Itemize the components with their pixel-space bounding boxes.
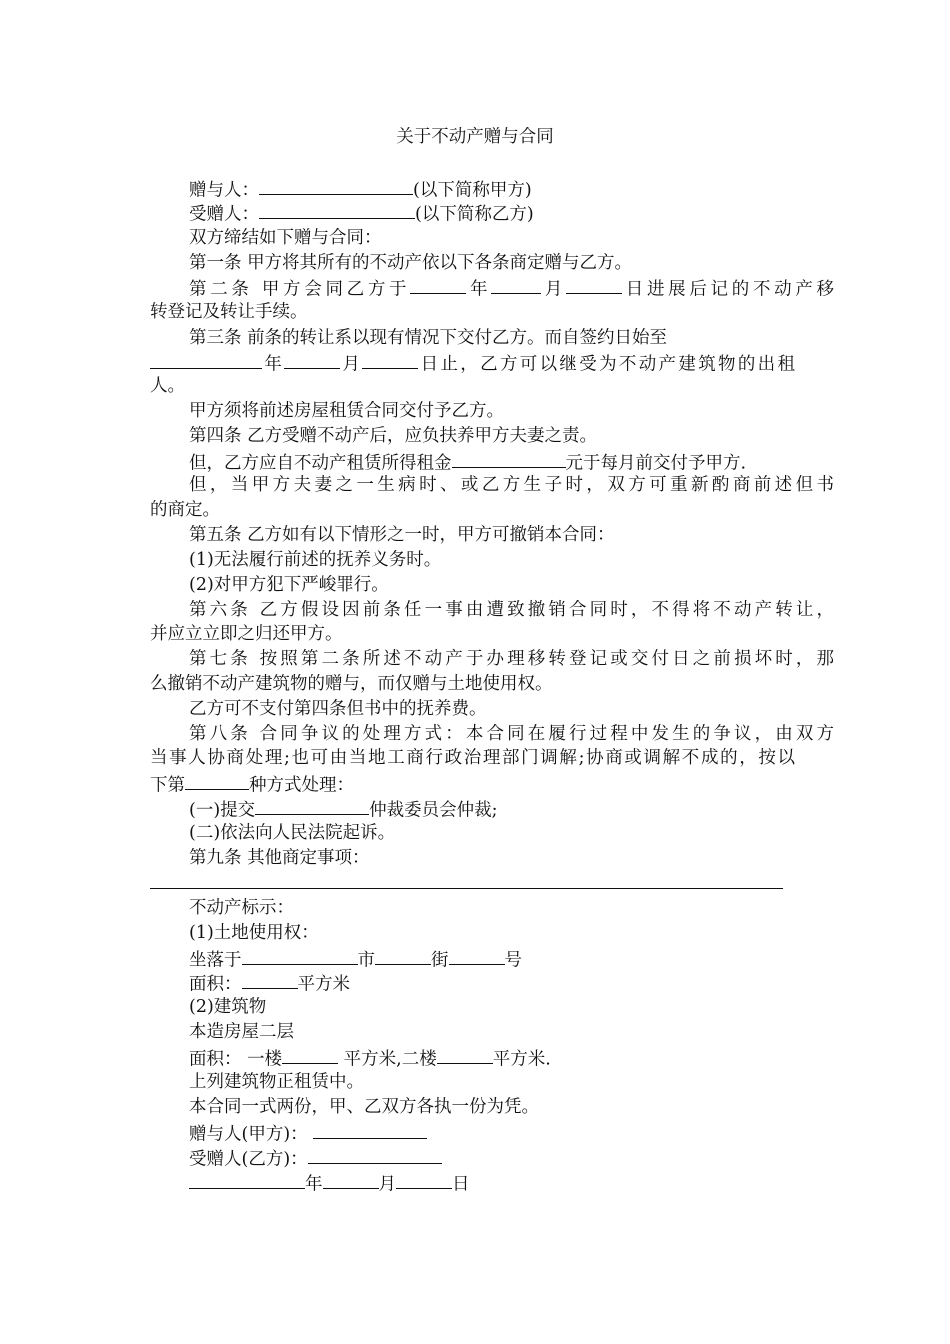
text: 元于每月前交付予甲方. xyxy=(565,453,747,474)
article-4-line-1: 第四条 乙方受赠不动产后，应负扶养甲方夫妻之责。 xyxy=(189,426,598,446)
article-9: 第九条 其他商定事项： xyxy=(189,848,370,868)
blank xyxy=(452,449,566,468)
document-title: 关于不动产赠与合同 xyxy=(396,127,554,147)
blank xyxy=(282,1045,338,1064)
property-heading: 不动产标示： xyxy=(189,898,294,918)
article-6-line-1: 第六条 乙方假设因前条任一事由遭致撤销合同时，不得将不动产转让， xyxy=(189,600,834,620)
blank xyxy=(491,275,541,294)
article-8-line-1: 第八条 合同争议的处理方式：本合同在履行过程中发生的争议，由双方 xyxy=(189,724,834,744)
article-2-line-2: 转登记及转让手续。 xyxy=(150,302,308,322)
text: 市 xyxy=(357,950,375,971)
text: 下第 xyxy=(150,775,185,796)
text: 年 xyxy=(305,1174,323,1195)
blank xyxy=(284,350,340,369)
donee-line xyxy=(150,200,834,226)
blank xyxy=(189,1170,305,1189)
blank xyxy=(308,1145,442,1164)
location-line xyxy=(150,946,834,972)
lease-status: 上列建筑物正租赁中。 xyxy=(189,1072,364,1092)
article-3-line-4: 甲方须将前述房屋租赁合同交付予乙方。 xyxy=(189,401,504,421)
blank xyxy=(150,350,262,369)
text: 面积： xyxy=(189,974,242,995)
article-3-line-2 xyxy=(150,350,795,376)
text: 号 xyxy=(504,950,522,971)
text: 仲裁委员会仲裁; xyxy=(369,800,498,821)
article-4-line-4: 的商定。 xyxy=(150,500,220,520)
donee-signature-line xyxy=(150,1145,834,1171)
article-5-item-2: (2)对甲方犯下严峻罪行。 xyxy=(189,575,389,595)
text: 日进展后记的不动产移 xyxy=(622,279,835,300)
text: 面积： 一楼 xyxy=(189,1049,283,1070)
donor-blank xyxy=(259,176,413,195)
building-heading: (2)建筑物 xyxy=(189,997,267,1017)
blank xyxy=(185,771,249,790)
text: 坐落于 xyxy=(189,950,242,971)
article-7-line-2: 么撤销不动产建筑物的赠与，而仅赠与土地使用权。 xyxy=(150,674,553,694)
article-2-line-1 xyxy=(150,275,834,301)
intro: 双方缔结如下赠与合同： xyxy=(189,228,382,248)
article-3-line-1: 第三条 前条的转让系以现有情况下交付乙方。而自签约日始至 xyxy=(189,328,668,348)
donor-note: (以下简称甲方) xyxy=(413,180,532,201)
text: 日 xyxy=(452,1174,470,1195)
text: 第二条 甲方会同乙方于 xyxy=(189,279,411,300)
article-6-line-2: 并应立立即之归还甲方。 xyxy=(150,624,343,644)
donor-line xyxy=(150,176,834,202)
article-7-line-3: 乙方可不支付第四条但书中的抚养费。 xyxy=(189,699,487,719)
blank xyxy=(255,796,369,815)
text: 种方式处理： xyxy=(249,775,354,796)
article-8-line-2: 当事人协商处理;也可由当地工商行政治理部门调解;协商或调解不成的，按以 xyxy=(150,748,795,768)
text: 年 xyxy=(262,354,285,375)
text: 月 xyxy=(541,279,567,300)
signing-date-line xyxy=(150,1170,834,1196)
article-1: 第一条 甲方将其所有的不动产依以下各条商定赠与乙方。 xyxy=(189,253,633,273)
text: 受赠人(乙方)： xyxy=(189,1149,308,1170)
article-8-option-2: (二)依法向人民法院起诉。 xyxy=(189,823,396,843)
article-4-line-2 xyxy=(150,449,834,475)
article-7-line-1: 第七条 按照第二条所述不动产于办理移转登记或交付日之前损坏时，那 xyxy=(189,649,834,669)
copies-statement: 本合同一式两份，甲、乙双方各执一份为凭。 xyxy=(189,1097,539,1117)
blank xyxy=(449,946,505,965)
article-8-option-1 xyxy=(150,796,834,822)
blank xyxy=(437,1045,493,1064)
text: 日止，乙方可以继受为不动产建筑物的出租 xyxy=(418,354,796,375)
article-3-line-3: 人。 xyxy=(150,376,185,396)
land-area-line xyxy=(150,970,834,996)
text: 赠与人(甲方)： xyxy=(189,1124,314,1145)
text: 街 xyxy=(431,950,449,971)
blank xyxy=(396,1170,452,1189)
donor-signature-line xyxy=(150,1120,834,1146)
land-use-right: (1)土地使用权： xyxy=(189,923,319,943)
donee-note: (以下简称乙方) xyxy=(415,204,534,225)
blank xyxy=(313,1120,427,1139)
blank xyxy=(242,946,358,965)
blank xyxy=(242,970,298,989)
blank xyxy=(410,275,466,294)
donee-blank xyxy=(259,200,415,219)
article-8-line-3 xyxy=(150,771,795,797)
blank xyxy=(323,1170,379,1189)
text: 但，乙方应自不动产租赁所得租金 xyxy=(189,453,452,474)
text: 月 xyxy=(378,1174,396,1195)
building-area-line xyxy=(150,1045,834,1071)
text: 年 xyxy=(466,279,492,300)
text: 平方米,二楼 xyxy=(338,1049,437,1070)
article-5-line-1: 第五条 乙方如有以下情形之一时，甲方可撤销本合同： xyxy=(189,525,615,545)
building-type: 本造房屋二层 xyxy=(189,1022,294,1042)
article-5-item-1: (1)无法履行前述的抚养义务时。 xyxy=(189,550,442,570)
text: (一)提交 xyxy=(189,800,256,821)
blank xyxy=(375,946,431,965)
article-4-line-3: 但，当甲方夫妻之一生病时、或乙方生子时，双方可重新酌商前述但书 xyxy=(189,475,834,495)
blank xyxy=(362,350,418,369)
text: 月 xyxy=(340,354,363,375)
donor-label: 赠与人： xyxy=(189,180,259,201)
other-matters-blank-line xyxy=(150,888,783,889)
text: 平方米 xyxy=(297,974,350,995)
text: 平方米. xyxy=(492,1049,551,1070)
blank xyxy=(566,275,622,294)
donee-label: 受赠人： xyxy=(189,204,259,225)
